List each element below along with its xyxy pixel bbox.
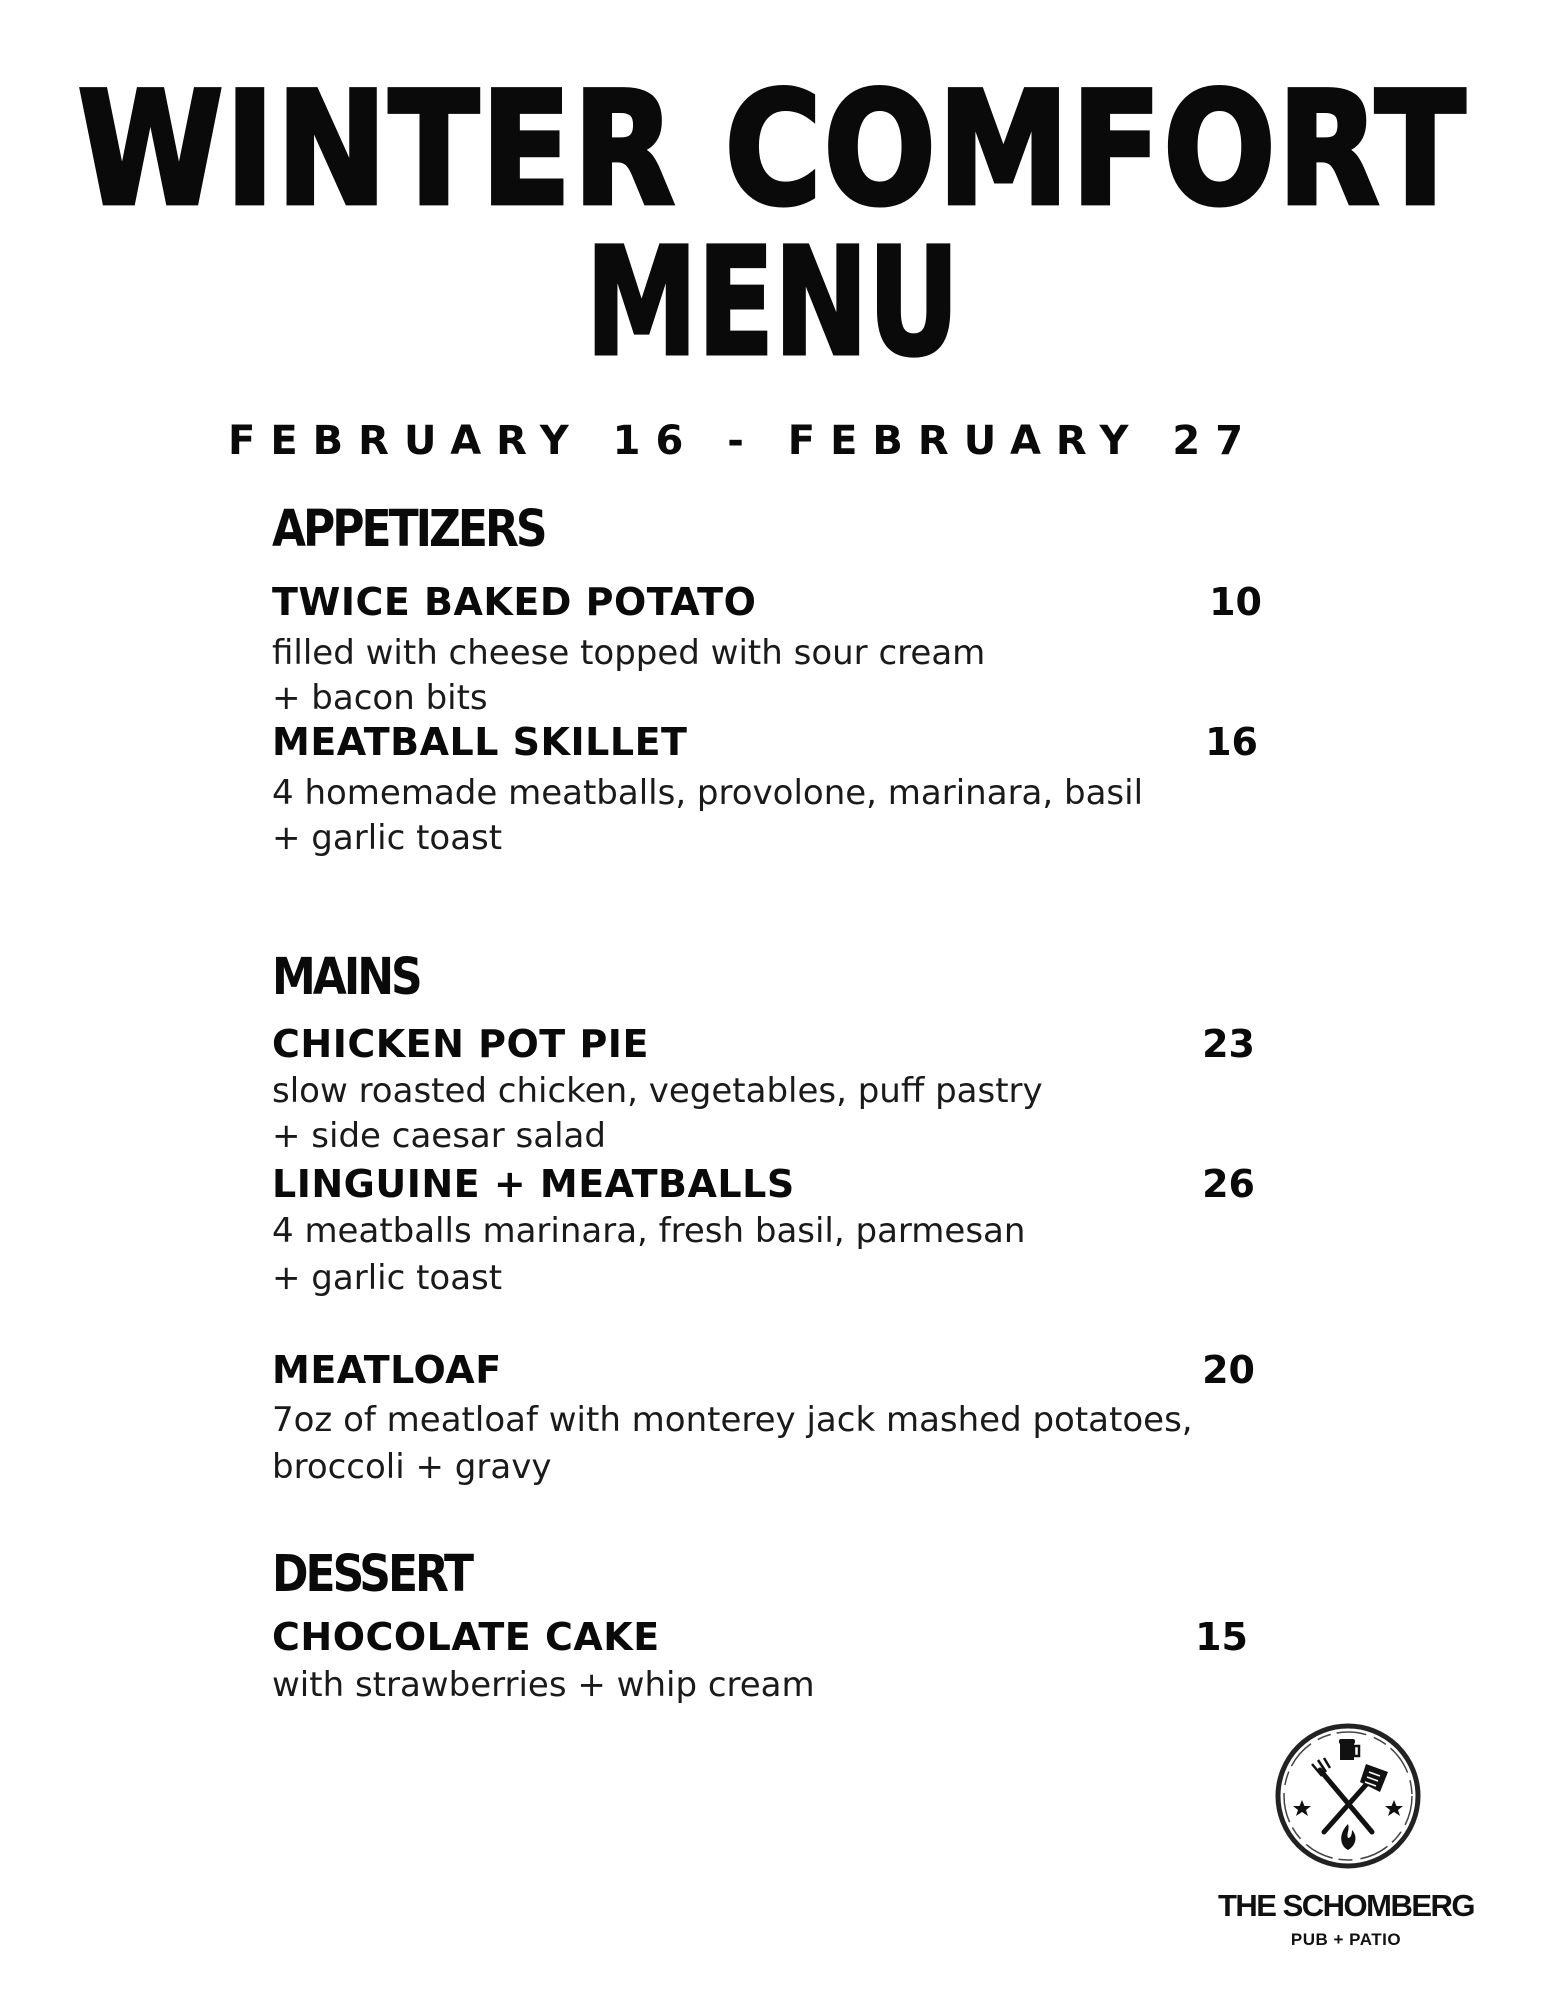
- item-desc-twice-baked-potato-line2: + bacon bits: [272, 678, 488, 718]
- item-name-chicken-pot-pie: CHICKEN POT PIE: [272, 1022, 649, 1066]
- item-price-meatloaf: 20: [1202, 1348, 1255, 1392]
- item-desc-meatball-skillet-line1: 4 homemade meatballs, provolone, marinara, basil: [272, 773, 1144, 813]
- section-heading-mains: MAINS: [272, 948, 420, 1007]
- item-name-twice-baked-potato: TWICE BAKED POTATO: [272, 580, 757, 624]
- item-price-twice-baked-potato: 10: [1209, 580, 1262, 624]
- item-price-linguine-meatballs: 26: [1202, 1162, 1255, 1206]
- logo-emblem: [1272, 1720, 1424, 1872]
- spatula-icon: [1324, 1764, 1388, 1832]
- menu-title-line1: WINTER COMFORT: [77, 59, 1468, 241]
- item-desc-meatloaf-line1: 7oz of meatloaf with monterey jack mashed potatoes,: [272, 1400, 1193, 1440]
- item-price-chocolate-cake: 15: [1195, 1615, 1248, 1659]
- item-name-meatball-skillet: MEATBALL SKILLET: [272, 720, 688, 764]
- item-desc-linguine-meatballs-line1: 4 meatballs marinara, fresh basil, parmesan: [272, 1211, 1026, 1251]
- beer-mug-icon: [1339, 1739, 1359, 1760]
- item-name-chocolate-cake: CHOCOLATE CAKE: [272, 1615, 660, 1659]
- item-desc-twice-baked-potato-line1: filled with cheese topped with sour cream: [272, 633, 986, 673]
- menu-title-line2: MENU: [585, 215, 960, 390]
- fork-icon: [1312, 1758, 1372, 1832]
- item-name-linguine-meatballs: LINGUINE + MEATBALLS: [272, 1162, 795, 1206]
- restaurant-logo: [1196, 1720, 1496, 1980]
- item-desc-chicken-pot-pie-line1: slow roasted chicken, vegetables, puff pastry: [272, 1071, 1043, 1111]
- item-price-chicken-pot-pie: 23: [1202, 1022, 1255, 1066]
- item-name-meatloaf: MEATLOAF: [272, 1348, 502, 1392]
- item-desc-chocolate-cake-line1: with strawberries + whip cream: [272, 1665, 815, 1705]
- date-range: FEBRUARY 16 - FEBRUARY 27: [228, 418, 1259, 464]
- item-desc-linguine-meatballs-line2: + garlic toast: [272, 1258, 503, 1298]
- logo-name: THE SCHOMBERG: [1217, 1888, 1475, 1923]
- logo-tagline: PUB + PATIO: [1290, 1930, 1402, 1949]
- item-desc-meatloaf-line2: broccoli + gravy: [272, 1447, 552, 1487]
- section-heading-dessert: DESSERT: [272, 1545, 471, 1604]
- item-price-meatball-skillet: 16: [1205, 720, 1258, 764]
- item-desc-meatball-skillet-line2: + garlic toast: [272, 818, 503, 858]
- section-heading-appetizers: APPETIZERS: [272, 500, 545, 559]
- flame-icon: [1341, 1824, 1355, 1850]
- item-desc-chicken-pot-pie-line2: + side caesar salad: [272, 1116, 606, 1156]
